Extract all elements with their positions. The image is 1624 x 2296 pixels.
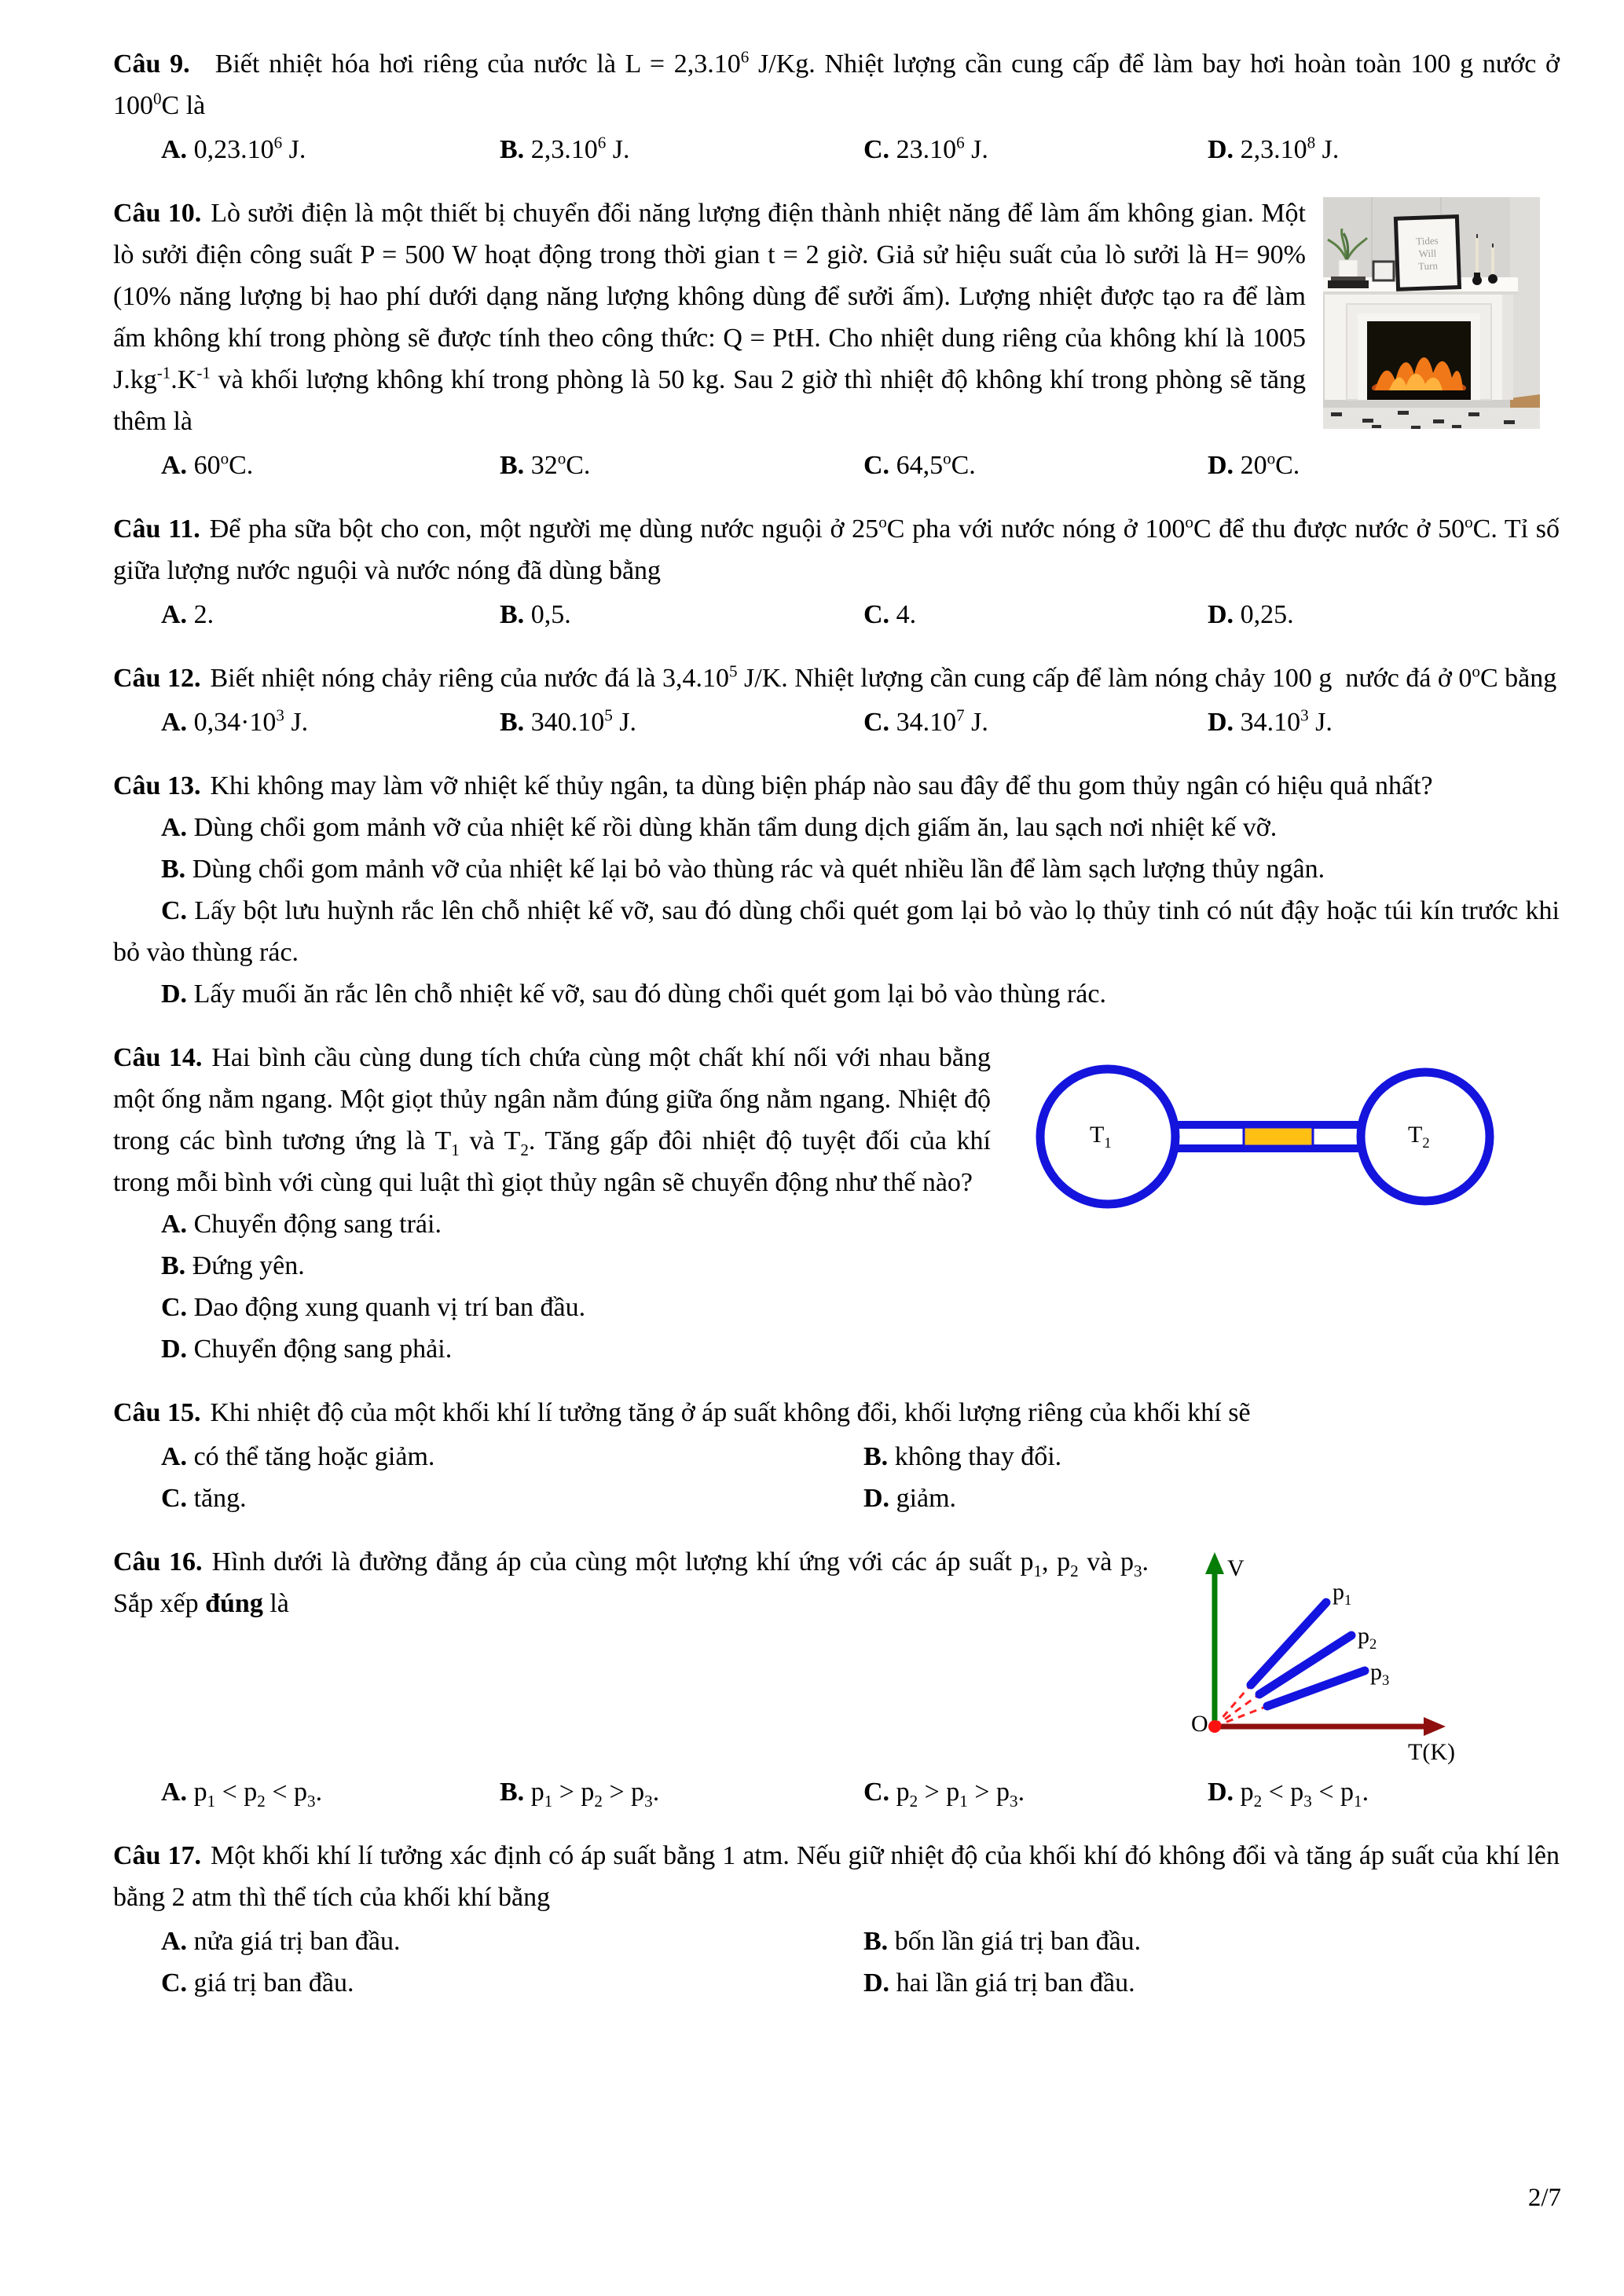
svg-text:Turn: Turn [1417, 259, 1439, 273]
question-9-text [113, 43, 1560, 126]
question-11-option-c: C. 4. [863, 600, 917, 629]
question-17-text: Câu 17. Một khối khí lí tưởng xác định có áp suất bằng 1 atm. Nếu giữ nhiệt độ của khối khí đó không đổi và tăng áp suất của khí lên bằng 2 atm thì thể tích của khối khí bằng [113, 1841, 1560, 1912]
question-12-option-c: C. 34.10$^7$ J. [863, 705, 988, 737]
question-13 [113, 765, 1560, 1015]
question-16-option-c: C. $p_2 > p_1 > p_3$. [863, 1778, 1025, 1811]
origin-dot [1208, 1720, 1221, 1733]
question-15-option-a: A. có thể tăng hoặc giảm. [161, 1442, 435, 1471]
option-text: 2,3.10$^6$ J. [530, 133, 630, 164]
question-16-options [161, 1771, 1560, 1813]
question-15-option-d: D. giảm. [863, 1484, 957, 1513]
question-15-options [161, 1436, 1560, 1519]
question-12 [113, 657, 1560, 743]
two-bulbs-diagram [1010, 1060, 1560, 1218]
question-9-options [161, 129, 1560, 170]
question-14-option-a: A. Chuyển động sang trái. [161, 1210, 442, 1239]
option-letter: D. [1208, 135, 1234, 164]
question-10-text [113, 192, 1560, 442]
question-15 [113, 1392, 1560, 1519]
question-10-option-a: A. 60$^o$C. [161, 449, 254, 480]
question-13-option-a: A. Dùng chổi gom mảnh vỡ của nhiệt kế rồi dùng khăn tẩm dung dịch giấm ăn, lau sạch nơi nhiệt kế vỡ. [161, 813, 1278, 842]
question-13-option-d: D. Lấy muối ăn rắc lên chỗ nhiệt kế vỡ, sau đó dùng chổi quét gom lại bỏ vào thùng rác. [161, 980, 1106, 1009]
question-14-option-d: D. Chuyển động sang phải. [161, 1335, 453, 1364]
question-10-option-d: D. 20$^o$C. [1208, 449, 1300, 480]
question-10-option-b: B. 32$^o$C. [500, 449, 591, 480]
question-13-options [113, 807, 1560, 1015]
question-14-option-c: C. Dao động xung quanh vị trí ban đầu. [161, 1293, 586, 1322]
question-12-option-b: B. 340.10$^5$ J. [500, 705, 636, 737]
question-13-option-b: B. Dùng chổi gom mảnh vỡ của nhiệt kế lại bỏ vào thùng rác và quét nhiều lần để làm sạch lượng thủy ngân. [161, 855, 1325, 884]
isobar-graph-plot [1163, 1532, 1560, 1771]
question-14 [113, 1037, 1560, 1370]
question-10-body: Lò sưởi điện là một thiết bị chuyển đổi năng lượng điện thành nhiệt năng để làm ấm không gian. Một lò sưởi điện công suất P = 500 W hoạt động trong thời gian t = 2 giờ. Giả sử hiệu suất của lò sưởi là H= 90% (10% năng lượng bị hao phí dưới dạng năng lượng không dùng để sưởi ấm). Lượng nhiệt được tạo ra để làm ấm không khí trong phòng sẽ được tính theo công thức: Q = PtH. Cho nhiệt dung riêng của không khí là 1005 $J.kg^{-1}.K^{-1}$ và khối lượng không khí trong phòng là 50 kg. Sau 2 giờ thì nhiệt độ không khí trong phòng sẽ tăng thêm là [113, 199, 1306, 436]
question-14-label: Câu 14. [113, 1043, 203, 1072]
question-13-label: Câu 13. [113, 771, 201, 800]
label-t2: $T_2$ [1408, 1122, 1430, 1152]
question-16-option-b: B. $p_1 > p_2 > p_3$. [500, 1778, 660, 1811]
option-text: 23.10$^6$ J. [896, 133, 988, 164]
question-9-option-c [863, 129, 1208, 170]
question-16-label: Câu 16. [113, 1547, 203, 1576]
question-12-option-a: A. $0,34\cdot 10^3$ J. [161, 705, 309, 737]
question-11 [113, 508, 1560, 635]
poster-text: Tides [1415, 234, 1439, 247]
question-11-option-b: B. 0,5. [500, 600, 571, 629]
question-17-option-b: B. bốn lần giá trị ban đầu. [863, 1927, 1142, 1956]
question-15-label: Câu 15. [113, 1398, 201, 1427]
p1-label: $p_1$ [1333, 1579, 1352, 1609]
question-11-text: Câu 11. Để pha sữa bột cho con, một người mẹ dùng nước nguội ở 25$^o$C pha với nước nóng ở 100$^o$C để thu được nước ở 50$^o$C. Tỉ số giữa lượng nước nguội và nước nóng đã dùng bằng [113, 512, 1560, 585]
question-15-option-c: C. tăng. [161, 1484, 247, 1513]
t-axis-label: T(K) [1408, 1739, 1455, 1765]
question-15-text: Câu 15. Khi nhiệt độ của một khối khí lí tưởng tăng ở áp suất không đổi, khối lượng riêng của khối khí sẽ [113, 1398, 1251, 1427]
question-16-option-a: A. $p_1 < p_2 < p_3$. [161, 1778, 323, 1811]
svg-text:Will: Will [1418, 247, 1437, 260]
question-9-option-b [500, 129, 863, 170]
question-9-label: Câu 9. [113, 49, 190, 79]
option-letter: B. [500, 135, 525, 164]
question-17-options [161, 1921, 1560, 2004]
question-16 [113, 1541, 1560, 1813]
fireplace-photo [1323, 197, 1540, 429]
question-12-option-d: D. 34.10$^3$ J. [1208, 705, 1333, 737]
question-11-options [161, 594, 1560, 635]
question-10-options [161, 445, 1560, 486]
question-15-option-b: B. không thay đổi. [863, 1442, 1062, 1471]
question-9 [113, 43, 1560, 170]
question-17-option-d: D. hai lần giá trị ban đầu. [863, 1968, 1135, 1998]
question-9-option-d [1208, 129, 1560, 170]
question-13-option-c: C. Lấy bột lưu huỳnh rắc lên chỗ nhiệt kế vỡ, sau đó dùng chổi quét gom lại bỏ vào lọ thủy tinh có nút đậy hoặc túi kín trước khi bỏ vào thùng rác. [113, 896, 1560, 967]
option-letter: A. [161, 135, 188, 164]
question-11-option-d: D. 0,25. [1208, 600, 1294, 629]
mercury-drop [1244, 1127, 1313, 1146]
question-17-label: Câu 17. [113, 1841, 201, 1870]
question-9-option-a [161, 129, 500, 170]
question-11-label: Câu 11. [113, 514, 200, 544]
question-10-label: Câu 10. [113, 199, 202, 228]
question-17-option-a: A. nửa giá trị ban đầu. [161, 1927, 401, 1956]
p3-label: $p_3$ [1370, 1659, 1390, 1689]
question-11-option-a: A. 2. [161, 600, 214, 629]
origin-label: O [1191, 1711, 1208, 1737]
label-t1: $T_1$ [1090, 1122, 1112, 1152]
question-10 [113, 192, 1560, 486]
option-text: 2,3.10$^8$ J. [1240, 133, 1340, 164]
page-number: 2/7 [1527, 2184, 1561, 2212]
question-16-text: V T(K) O $p_1$ $p_2$ $p_3$ Câu 16. Hình dưới là đường đẳng áp của cùng một lượng khí ứng với các áp suất $p_1$, $p_2$ và $p_3$. Sắp xếp đúng là [113, 1541, 1560, 1624]
question-17 [113, 1835, 1560, 2004]
p2-label: $p_2$ [1358, 1623, 1377, 1653]
question-14-text: $T_1$ $T_2$ Câu 14. Hai bình cầu cùng dung tích chứa cùng một chất khí nối với nhau bằng một ống nằm ngang. Một giọt thủy ngân nằm đúng giữa ống nằm ngang. Nhiệt độ trong các bình tương ứng là $T_1$ và $T_2$. Tăng gấp đôi nhiệt độ tuyệt đối của khí trong mỗi bình với cùng qui luật thì giọt thủy ngân sẽ chuyển động như thế nào? [113, 1037, 1560, 1203]
framed-poster [1395, 217, 1459, 290]
option-text: 0,23.10$^6$ J. [193, 133, 306, 164]
question-9-body: Biết nhiệt hóa hơi riêng của nước là $L = 2,3.10^6$ J/Kg. Nhiệt lượng cần cung cấp để làm bay hơi hoàn toàn 100 g nước ở $100^0C$ là [113, 47, 1560, 120]
question-12-text: Câu 12. Biết nhiệt nóng chảy riêng của nước đá là 3,4.10$^5$ J/K. Nhiệt lượng cần cung cấp để làm nóng chảy 100 g nước đá ở 0$^o$C bằng [113, 661, 1557, 693]
question-16-option-d: D. $p_2 < p_3 < p_1$. [1208, 1778, 1369, 1811]
question-14-options [113, 1203, 1560, 1370]
question-14-option-b: B. Đứng yên. [161, 1251, 305, 1280]
question-12-options [161, 701, 1560, 743]
isobar-graph [1163, 1532, 1560, 1771]
question-17-option-c: C. giá trị ban đầu. [161, 1968, 354, 1998]
option-letter: C. [863, 135, 890, 164]
fireplace-illustration [1323, 197, 1540, 429]
question-13-text: Câu 13. Khi không may làm vỡ nhiệt kế thủy ngân, ta dùng biện pháp nào sau đây để thu gom thủy ngân có hiệu quả nhất? [113, 771, 1433, 800]
question-10-option-c: C. 64,5$^o$C. [863, 449, 976, 480]
question-12-label: Câu 12. [113, 664, 201, 693]
v-axis-label: V [1227, 1555, 1245, 1581]
